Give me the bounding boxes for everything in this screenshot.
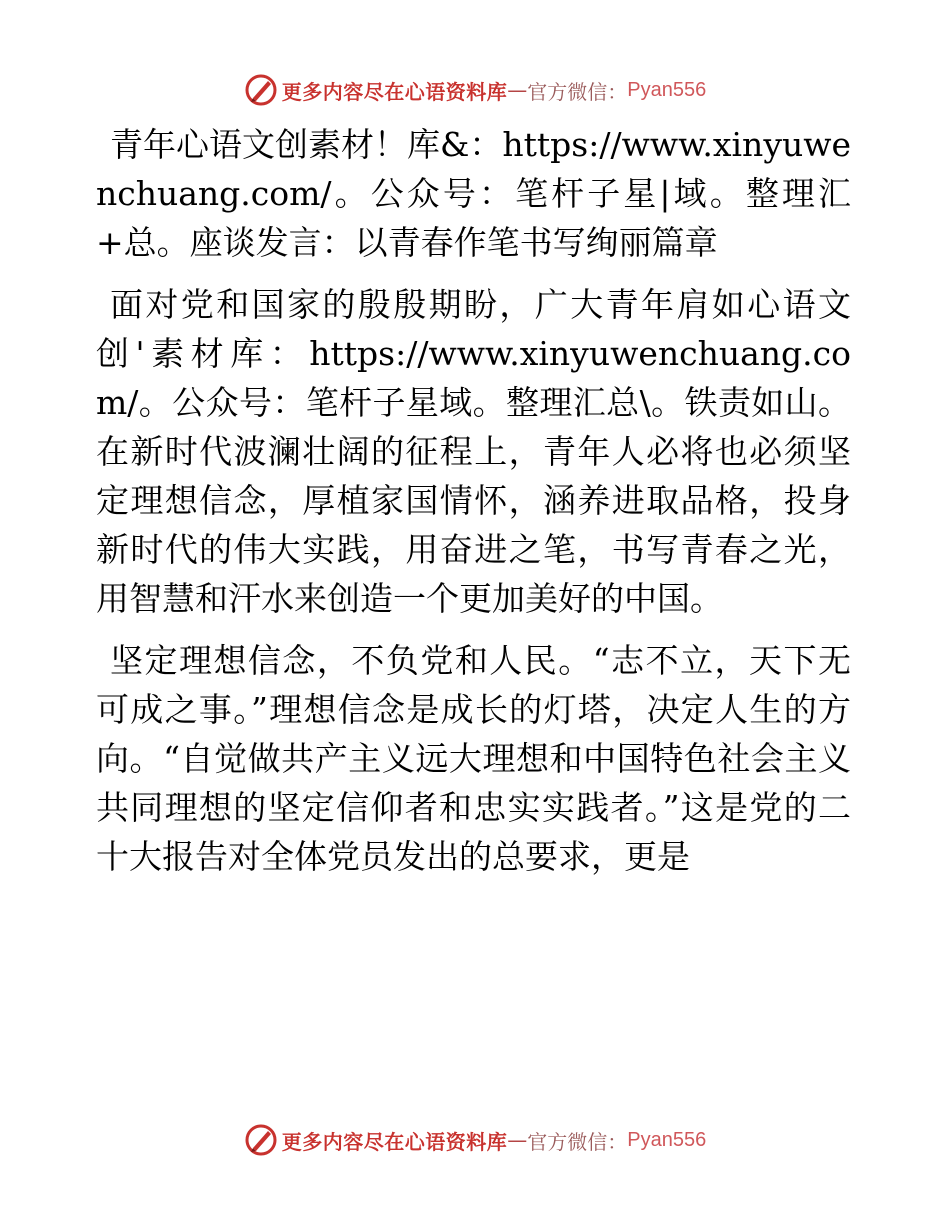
header-promo-text: 更多内容尽在心语资料库 (281, 79, 508, 104)
paragraph-title: 青年心语文创素材！库&：https://www.xinyuwenchuang.com/。公众号：笔杆子星|域。整理汇+总。座谈发言：以青春作笔书写绚丽篇章 (96, 125, 851, 262)
footer-wechat-id: Pyan556 (627, 1128, 707, 1151)
footer-banner (0, 1120, 950, 1160)
header-wechat-id: Pyan556 (627, 78, 707, 101)
header-dash: — (507, 78, 528, 102)
footer-dash: — (507, 1128, 528, 1152)
footer-promo-text: 更多内容尽在心语资料库 (281, 1129, 508, 1154)
header-official-label: 官方微信： (527, 79, 628, 104)
pen-logo-icon (244, 73, 278, 107)
header-banner (0, 70, 950, 110)
pen-logo-icon (244, 1123, 278, 1157)
document-body (96, 120, 851, 894)
footer-official-label: 官方微信： (527, 1129, 628, 1154)
paragraph-ideals: 坚定理想信念，不负党和人民。“志不立，天下无可成之事。”理想信念是成长的灯塔，决定人生的方向。“自觉做共产主义远大理想和中国特色社会主义共同理想的坚定信仰者和忠实实践者。”这是党的二十大报告对全体党员发出的总要求，更是 (96, 641, 851, 876)
paragraph-intro: 面对党和国家的殷殷期盼，广大青年肩如心语文创'素材库：https://www.xinyuwenchuang.com/。公众号：笔杆子星域。整理汇总\。铁责如山。在新时代波澜壮阔的征程上，青年人必将也必须坚定理想信念，厚植家国情怀，涵养进取品格，投身新时代的伟大实践，用奋进之笔，书写青春之光，用智慧和汗水来创造一个更加美好的中国。 (96, 285, 851, 618)
